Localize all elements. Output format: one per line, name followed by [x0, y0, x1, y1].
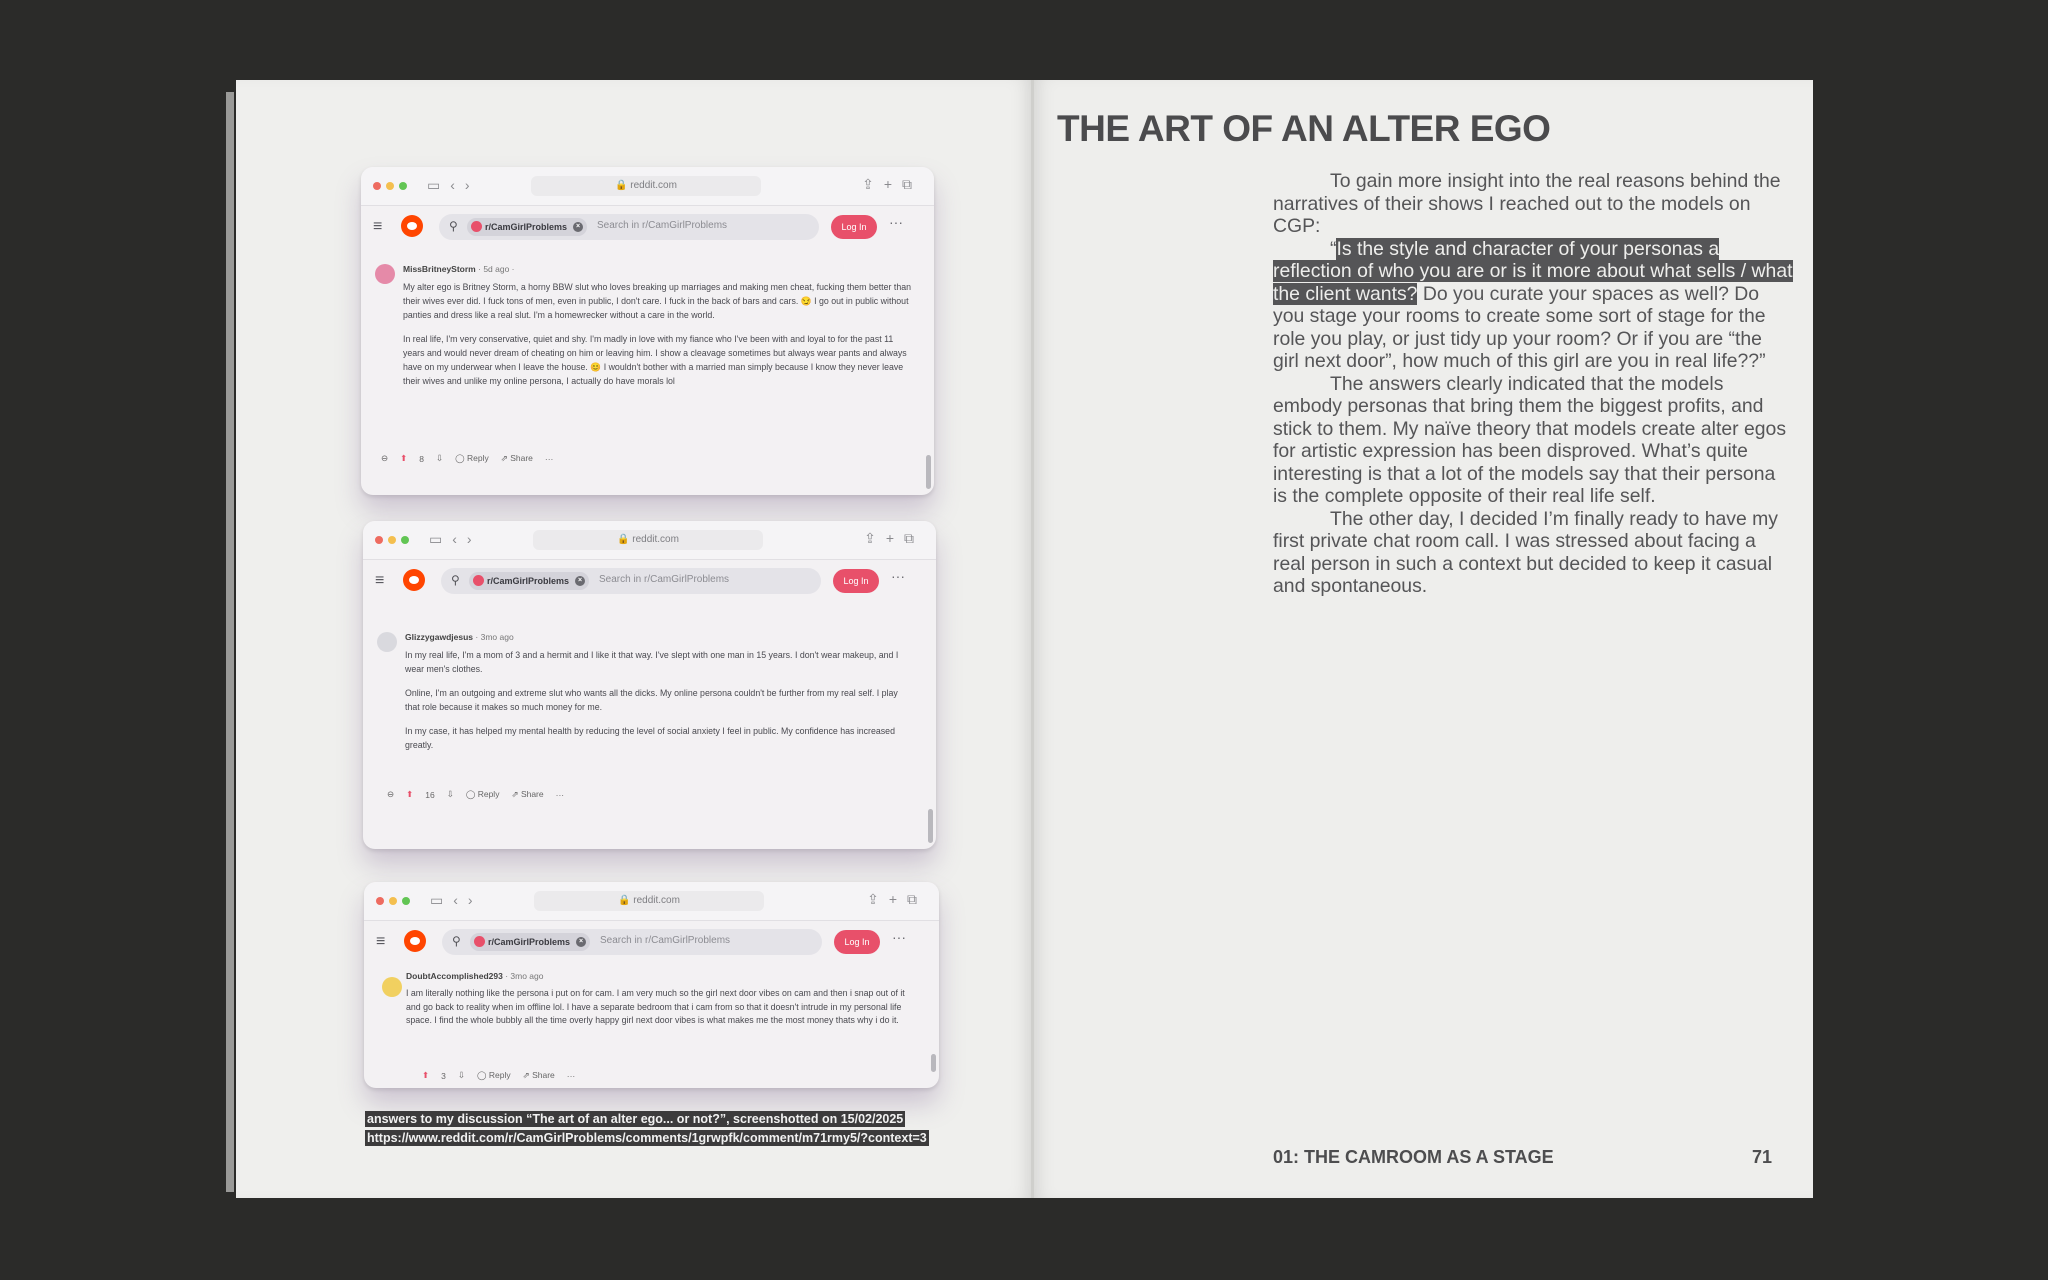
- vote-count: 16: [425, 789, 435, 800]
- share-newtab-tabs-icons: ⇪+⧉: [864, 530, 924, 546]
- sidebar-and-nav-icons: ▭‹›: [429, 531, 482, 547]
- avatar: [382, 977, 402, 997]
- comment-paragraph: My alter ego is Britney Storm, a horny BBW slut who loves breaking up marriages and making men cheat, fucking them better than their wives ever did. I fuck tons of men, even in public, I don't care. I fuck in the back of bars and cars. 😏 I go out in public without panties and dress like a real slut. I'm a homewrecker without a care in the world.: [403, 282, 912, 320]
- vote-count: 8: [419, 453, 424, 464]
- more-icon: ···: [566, 1070, 576, 1081]
- comment-actions: ⬆ 3 ⇩ ◯ Reply ⇗ Share ···: [422, 1070, 576, 1081]
- window-controls: [375, 536, 409, 544]
- downvote-icon: ⇩: [457, 1070, 465, 1080]
- login-button: Log In: [831, 215, 877, 239]
- search-icon: ⚲: [449, 219, 458, 233]
- upvote-icon: ⬆: [400, 453, 408, 463]
- sidebar-and-nav-icons: ▭‹›: [430, 892, 483, 908]
- reddit-header: [361, 206, 934, 248]
- comment: [364, 971, 939, 1028]
- sidebar-and-nav-icons: ▭‹›: [427, 177, 480, 193]
- comment-meta: [406, 971, 917, 981]
- share-newtab-tabs-icons: ⇪+⧉: [862, 176, 922, 192]
- menu-icon: ≡: [375, 572, 385, 589]
- search-icon: ⚲: [452, 934, 461, 948]
- url-bar: 🔒 reddit.com: [533, 530, 763, 550]
- browser-toolbar: [361, 167, 934, 206]
- reddit-logo: [404, 930, 426, 952]
- login-button: Log In: [834, 930, 880, 954]
- collapse-icon: ⊖: [387, 789, 395, 799]
- avatar: [375, 264, 395, 284]
- chapter-heading: THE ART OF AN ALTER EGO: [1057, 108, 1551, 149]
- more-icon: ···: [555, 789, 565, 800]
- comment-author: MissBritneyStorm: [403, 264, 476, 274]
- comment-actions: ⊖ ⬆ 16 ⇩ ◯ Reply ⇗ Share ···: [387, 789, 565, 800]
- browser-toolbar: [363, 521, 936, 560]
- more-icon: ···: [891, 568, 905, 584]
- comment-meta: [405, 632, 914, 642]
- reddit-screenshot-2: [363, 521, 936, 849]
- close-icon: ×: [575, 576, 585, 586]
- reddit-screenshot-1: [361, 167, 934, 495]
- search-icon: ⚲: [451, 573, 460, 587]
- search-bar: [441, 568, 821, 594]
- share-label: Share: [520, 789, 544, 799]
- share-label: Share: [510, 453, 533, 463]
- upvote-icon: ⬆: [406, 789, 414, 799]
- comment: [363, 602, 936, 752]
- comment-paragraph: In real life, I'm very conservative, quiet and shy. I'm madly in love with my fiance who I've been with and loyal to for the past 11 years and would never dream of cheating on him or leaving him. I show a cleavage sometimes but always wear pants and always have on my underwear when I leave the house. 😊 I wouldn't bother with a married man simply because I know they never leave their wives and unlike my online persona, I actually do have morals lol: [403, 334, 907, 386]
- body-text: [1273, 170, 1793, 598]
- close-icon: ×: [576, 937, 586, 947]
- menu-icon: ≡: [373, 218, 383, 235]
- comment-actions: ⊖ ⬆ 8 ⇩ ◯ Reply ⇗ Share ···: [381, 453, 554, 464]
- comment-author: Glizzygawdjesus: [405, 632, 474, 642]
- avatar: [377, 632, 397, 652]
- comment-author: DoubtAccomplished293: [406, 971, 503, 981]
- comment-paragraph: I am literally nothing like the persona i put on for cam. I am very much so the girl next door vibes on cam and then i snap out of it and go back to reality when im offline lol. I have a separate bedroom that i cam from so that it doesn't intrude in my personal life space. I find the whole bubbly all the time overly happy girl next door vibes is what makes me the most money thats why i do it.: [406, 988, 905, 1025]
- downvote-icon: ⇩: [446, 789, 454, 799]
- search-placeholder: Search in r/CamGirlProblems: [600, 935, 731, 946]
- share-newtab-tabs-icons: ⇪+⧉: [867, 891, 927, 907]
- menu-icon: ≡: [376, 933, 386, 950]
- search-placeholder: Search in r/CamGirlProblems: [599, 574, 730, 585]
- login-button: Log In: [833, 569, 879, 593]
- upvote-icon: ⬆: [422, 1070, 430, 1080]
- running-footer: 01: THE CAMROOM AS A STAGE: [1273, 1147, 1554, 1167]
- paragraph-question: “Is the style and character of your personas a reflection of who you are or is it more about what sells / what the client wants? Do you curate your spaces as well? Do you stage your rooms to create some sort of stage for the role you play, or just tidy up your room? Or if you are “the girl next door”, how much of this girl are you in real life??”: [1273, 237, 1793, 372]
- comment-age: · 3mo ago: [475, 632, 514, 642]
- close-icon: ×: [573, 222, 583, 232]
- reddit-logo: [403, 569, 425, 591]
- reddit-header: [364, 921, 939, 963]
- browser-toolbar: [364, 882, 939, 921]
- more-icon: ···: [544, 453, 554, 464]
- scrollbar: [928, 809, 933, 843]
- paragraph-private-call: The other day, I decided I’m finally ready to have my first private chat room call. I was stressed about facing a real person in such a context but decided to keep it casual and spontaneous.: [1273, 507, 1779, 597]
- more-icon: ···: [889, 214, 903, 230]
- caption-url: https://www.reddit.com/r/CamGirlProblems/comments/1grwpfk/comment/m71rmy5/?context=3: [367, 1131, 927, 1145]
- more-icon: ···: [892, 929, 906, 945]
- search-placeholder: Search in r/CamGirlProblems: [597, 220, 728, 231]
- reddit-header: [363, 560, 936, 602]
- reply-label: Reply: [477, 789, 500, 799]
- comment-meta: [403, 264, 912, 274]
- page-number: 71: [1752, 1147, 1773, 1167]
- comment-age: · 3mo ago: [505, 971, 544, 981]
- comment: [361, 248, 934, 388]
- paragraph-intro: To gain more insight into the real reasons behind the narratives of their shows I reached out to the models on CGP:: [1273, 170, 1781, 237]
- caption-line-1: answers to my discussion “The art of an alter ego... or not?”, screenshotted on 15/02/2025: [367, 1112, 904, 1126]
- comment-body: [405, 648, 914, 752]
- vote-count: 3: [441, 1070, 446, 1081]
- subreddit-chip: r/CamGirlProblems ×: [467, 218, 587, 236]
- comment-paragraph: In my real life, I'm a mom of 3 and a hermit and I like it that way. I've slept with one man in 15 years. I don't wear makeup, and I wear men's clothes.: [405, 650, 899, 674]
- window-controls: [376, 897, 410, 905]
- figure-caption: [365, 1110, 943, 1148]
- collapse-icon: ⊖: [381, 453, 389, 463]
- reddit-logo: [401, 215, 423, 237]
- comment-body: [403, 280, 912, 388]
- reddit-screenshot-3: [364, 882, 939, 1088]
- downvote-icon: ⇩: [435, 453, 444, 463]
- url-bar: 🔒 reddit.com: [534, 891, 764, 911]
- page-gutter: [1031, 80, 1034, 1198]
- subreddit-chip: r/CamGirlProblems ×: [469, 572, 589, 590]
- reply-label: Reply: [466, 453, 489, 463]
- url-bar: 🔒 reddit.com: [531, 176, 761, 196]
- reply-label: Reply: [488, 1070, 511, 1080]
- search-bar: [442, 929, 822, 955]
- comment-paragraph: Online, I'm an outgoing and extreme slut who wants all the dicks. My online persona couldn't be further from my real self. I play that role because it makes so much money for me.: [405, 688, 898, 712]
- subreddit-chip: r/CamGirlProblems ×: [470, 933, 590, 951]
- comment-age: · 5d ago ·: [478, 264, 515, 274]
- comment-body: [406, 987, 917, 1028]
- window-controls: [373, 182, 407, 190]
- highlighted-question: Is the style and character of your personas a reflection of who you are or is it more about what sells / what the client wants?: [1273, 237, 1793, 305]
- paragraph-answers: The answers clearly indicated that the models embody personas that bring them the biggest profits, and stick to them. My naïve theory that models create alter egos for artistic expression has been disproved. What’s quite interesting is that a lot of the models say that their persona is the complete opposite of their real life self.: [1273, 372, 1787, 507]
- scrollbar: [926, 455, 931, 489]
- scrollbar: [931, 1054, 936, 1072]
- share-label: Share: [532, 1070, 555, 1080]
- comment-paragraph: In my case, it has helped my mental health by reducing the level of social anxiety I feel in public. My confidence has increased greatly.: [405, 726, 895, 750]
- search-bar: [439, 214, 819, 240]
